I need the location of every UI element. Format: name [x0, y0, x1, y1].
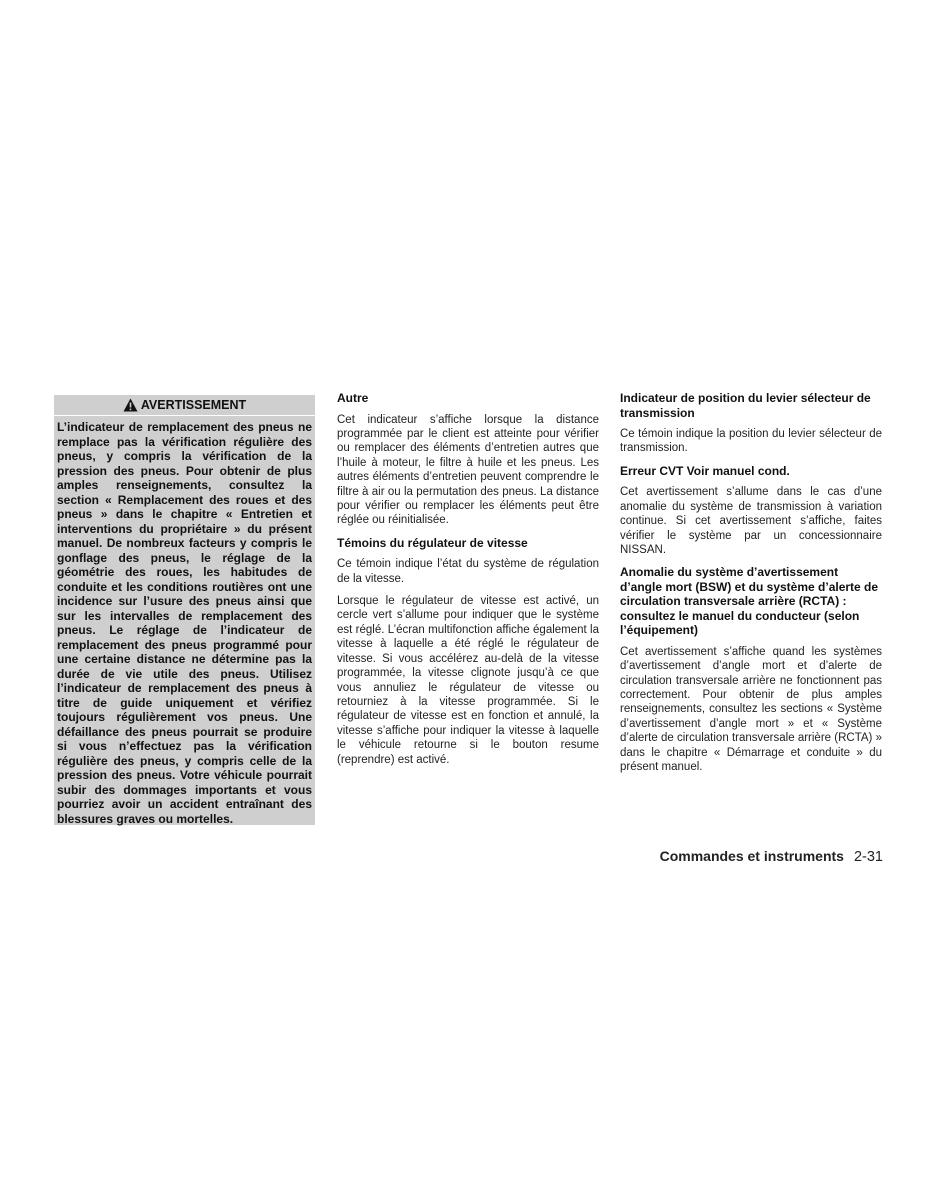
cruise-text-2: Lorsque le régulateur de vitesse est activé, un cercle vert s’allume pour indiquer que le système est réglé. L’écran multifonction affiche également la vitesse à laquelle a été réglé le régulateur de vitesse. Si vous accélérez au-delà de la vitesse programmée, la vitesse clignote jusqu’à ce que vous annuliez le régulateur de vitesse ou retourniez à la vitesse programmée. Si le régulateur de vitesse est en fonction et annulé, la vitesse s’affiche pour indiquer la vitesse à laquelle le véhicule retourne si le bouton resume (reprendre) est activé. [337, 595, 599, 766]
warning-header [54, 395, 315, 416]
page-footer [660, 848, 883, 865]
cruise-text-1: Ce témoin indique l’état du système de régulation de la vitesse. [337, 558, 599, 585]
footer-section-title: Commandes et instruments [659, 848, 844, 864]
warning-text: L’indicateur de remplacement des pneus ne remplace pas la vérification régulière des pneus, y compris la vérification de la pression des pneus. Pour obtenir de plus amples renseignements, consultez la section « Remplacement des roues et des pneus » dans le chapitre « Entretien et interventions du propriétaire » du présent manuel. De nombreux facteurs y compris le gonflage des pneus, le réglage de la géométrie des roues, les habitudes de conduite et les conditions routières ont une incidence sur l’usure des pneus ainsi que sur les intervalles de remplacement des pneus. Le réglage de l’indicateur de remplacement des pneus programmé pour une certaine distance ne détermine pas la durée de vie utile des pneus. Utilisez l’indicateur de remplacement des pneus à titre de guide uniquement et vérifiez toujours régulièrement vos pneus. Une défaillance des pneus pourrait se produire si vous n’effectuez pas la vérification régulière des pneus, y compris celle de la pression des pneus. Votre véhicule pourrait subir des dommages importants et vous pourriez avoir un accident entraînant des blessures graves ou mortelles. [57, 420, 312, 826]
cvt-text: Cet avertissement s’allume dans le cas d’une anomalie du système de transmission à variation continue. Si cet avertissement s’affiche, faites vérifier le système par un concessionnaire NISSAN. [620, 486, 882, 556]
cruise-heading: Témoins du régulateur de vitesse [337, 535, 528, 550]
column-right [620, 391, 882, 783]
warning-box [54, 395, 315, 825]
warning-triangle-icon [123, 398, 138, 412]
autre-heading: Autre [337, 391, 369, 405]
warning-title: AVERTISSEMENT [140, 398, 247, 412]
bsw-text: Cet avertissement s’affiche quand les systèmes d’avertissement d’angle mort et d’alerte de circulation transversale arrière ne fonctionnent pas correctement. Pour obtenir de plus amples renseignements, consultez les sections « Système d’avertissement d’angle mort » et « Système d’alerte de circulation transversale arrière (RCTA) » dans le chapitre « Démarrage et conduite » du présent manuel. [620, 645, 882, 774]
column-middle [337, 391, 599, 775]
shift-text: Ce témoin indique la position du levier sélecteur de transmission. [620, 428, 882, 455]
bsw-heading: Anomalie du système d’avertissement d’angle mort (BSW) et du système d’alerte de circulation transversale arrière (RCTA) : consultez le manuel du conducteur (selon l’équipement) [620, 565, 879, 638]
shift-heading: Indicateur de position du levier sélecteur de transmission [620, 391, 871, 420]
autre-text: Cet indicateur s’affiche lorsque la distance programmée par le client est atteinte pour vérifier ou remplacer des éléments d’entretien autres que l’huile à moteur, le filtre à huile et les pneus. Les autres éléments d’entretien peuvent comprendre le filtre à air ou la permutation des pneus. La distance pour vérifier ou remplacer les éléments peut être réglée ou réinitialisée. [337, 413, 599, 527]
cvt-heading: Erreur CVT Voir manuel cond. [620, 463, 790, 478]
page-number: 2-31 [853, 849, 883, 865]
